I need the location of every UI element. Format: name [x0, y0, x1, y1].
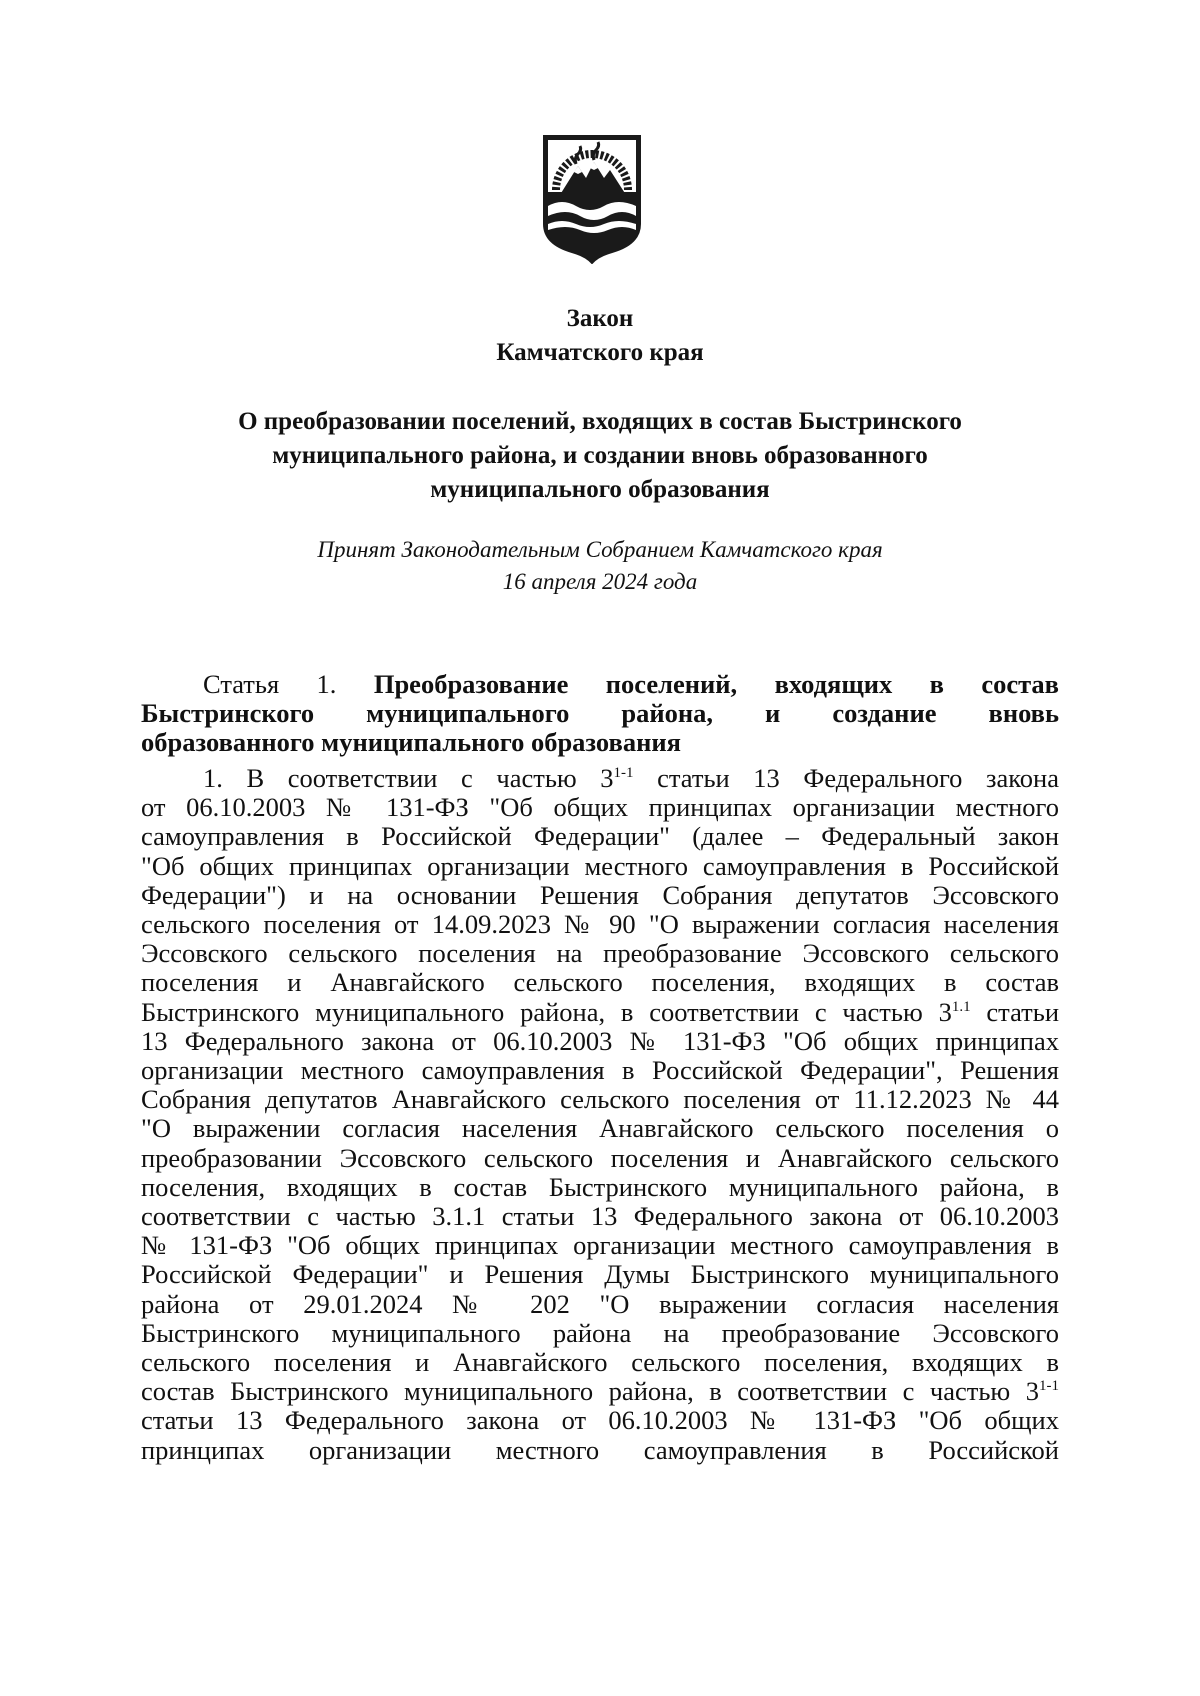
article-heading-line: Быстринского муниципального района, и создание вновь [141, 698, 1059, 729]
paragraph-line: самоуправления в Российской Федерации" (далее – Федеральный закон [141, 821, 1059, 852]
paragraph-line: принципах организации местного самоуправления в Российской [141, 1434, 1059, 1465]
paragraph-line: от 06.10.2003 № 131-ФЗ "Об общих принципах организации местного [141, 792, 1059, 823]
paragraph-line: сельского поселения и Анавгайского сельского поселения, входящих в [141, 1347, 1059, 1378]
paragraph-line: поселения и Анавгайского сельского поселения, входящих в состав [141, 967, 1059, 998]
article-paragraph [141, 764, 1059, 1465]
article-title: Преобразование поселений, входящих в состав [373, 669, 1059, 699]
paragraph-line: 13 Федерального закона от 06.10.2003 № 131-ФЗ "Об общих принципах [141, 1025, 1059, 1056]
paragraph-line: Собрания депутатов Анавгайского сельского поселения от 11.12.2023 № 44 [141, 1084, 1059, 1115]
law-title [160, 405, 1040, 507]
paragraph-line: поселения, входящих в состав Быстринского муниципального района, в [141, 1171, 1059, 1202]
paragraph-line: "Об общих принципах организации местного самоуправления в Российской [141, 850, 1059, 881]
paragraph-line: сельского поселения от 14.09.2023 № 90 "О выражении согласия населения [141, 909, 1059, 940]
article-label: Статья 1. [203, 669, 337, 699]
paragraph-line: района от 29.01.2024 № 202 "О выражении согласия населения [141, 1288, 1059, 1319]
paragraph-line: организации местного самоуправления в Российской Федерации", Решения [141, 1055, 1059, 1086]
paragraph-line: Эссовского сельского поселения на преобразование Эссовского сельского [141, 938, 1059, 969]
article-heading [141, 670, 1059, 758]
document-heading: Закон [566, 305, 634, 332]
paragraph-line: соответствии с частью 3.1.1 статьи 13 Федерального закона от 06.10.2003 [141, 1201, 1059, 1232]
paragraph-line: "О выражении согласия населения Анавгайского сельского поселения о [141, 1113, 1059, 1144]
article-heading-line [141, 670, 1059, 699]
law-title-line: О преобразовании поселений, входящих в состав Быстринского [238, 408, 962, 435]
adoption-note [160, 534, 1040, 598]
law-title-line: муниципального района, и создании вновь образованного [272, 442, 928, 469]
kamchatka-coat-of-arms-icon [540, 132, 644, 264]
paragraph-line: № 131-ФЗ "Об общих принципах организации местного самоуправления в [141, 1230, 1059, 1261]
adoption-body: Принят Законодательным Собранием Камчатского края [317, 537, 883, 562]
paragraph-line: состав Быстринского муниципального района, в соответствии с частью 3$^{1-1}$ [141, 1376, 1059, 1407]
article-heading-line: образованного муниципального образования [141, 727, 681, 758]
paragraph-line: Федерации") и на основании Решения Собрания депутатов Эссовского [141, 879, 1059, 910]
paragraph-line: 1. В соответствии с частью 3$^{1-1}$ статьи 13 Федерального закона [203, 763, 1059, 793]
paragraph-line: преобразовании Эссовского сельского поселения и Анавгайского сельского [141, 1142, 1059, 1173]
adoption-date: 16 апреля 2024 года [502, 569, 698, 594]
document-region: Камчатского края [496, 339, 704, 366]
paragraph-line: Быстринского муниципального района, в соответствии с частью $3^{1.1}$ статьи [141, 996, 1059, 1027]
paragraph-line: статьи 13 Федерального закона от 06.10.2003 № 131-ФЗ "Об общих [141, 1405, 1059, 1436]
law-title-line: муниципального образования [430, 476, 770, 503]
paragraph-line: Быстринского муниципального района на преобразование Эссовского [141, 1317, 1059, 1348]
paragraph-line: Российской Федерации" и Решения Думы Быстринского муниципального [141, 1259, 1059, 1290]
